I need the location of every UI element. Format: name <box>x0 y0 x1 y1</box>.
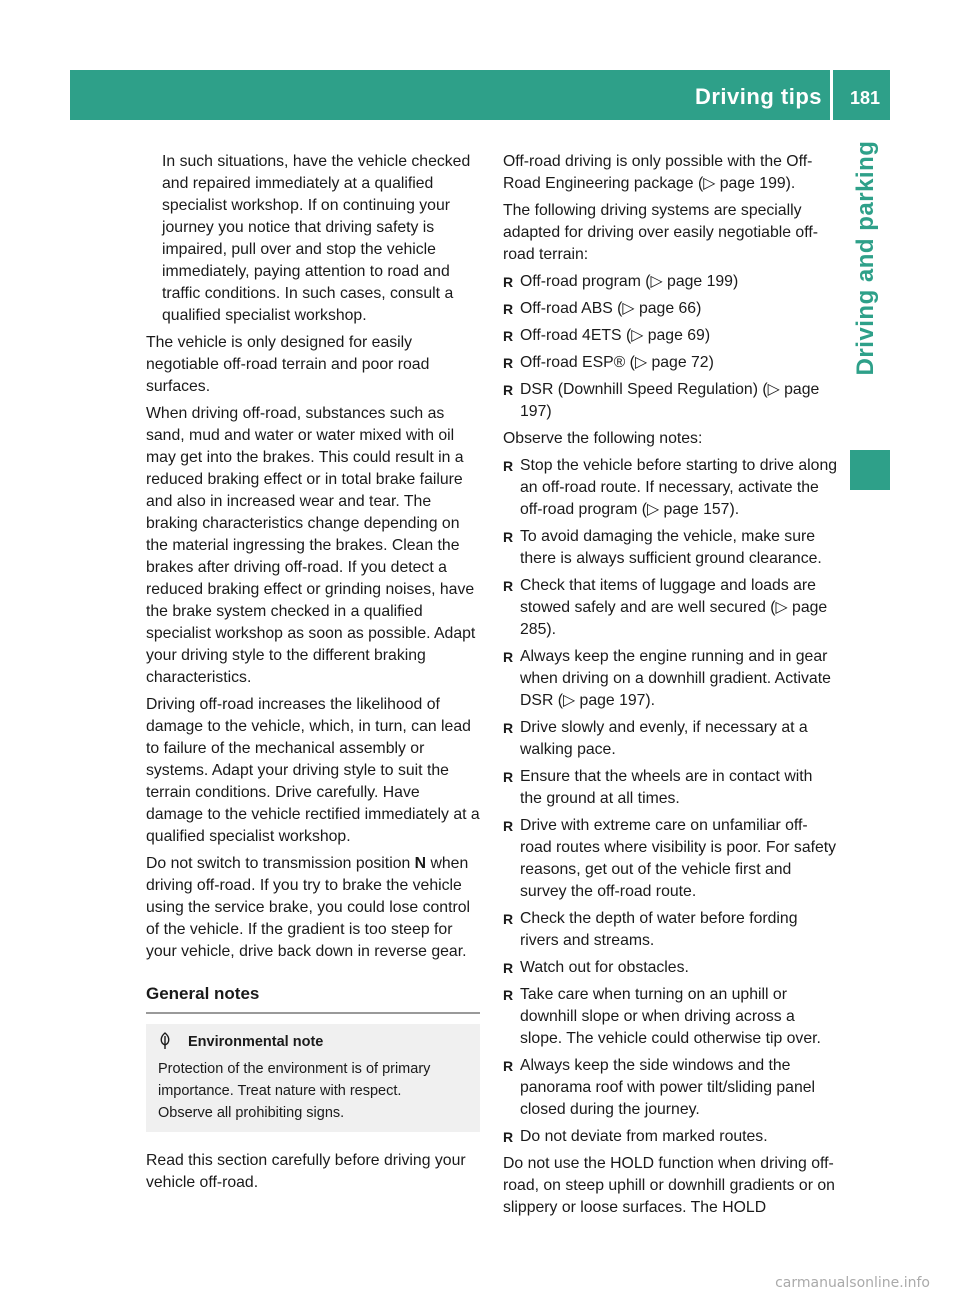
environmental-note-title: Environmental note <box>188 1034 324 1050</box>
list-item-text: Take care when turning on an uphill or downhill slope or when driving across a slope. The vehicle could otherwise tip over. <box>520 986 821 1047</box>
notes-list <box>503 455 837 1148</box>
transmission-text-before: Do not switch to transmission position <box>146 855 415 872</box>
environmental-note-header <box>158 1030 470 1054</box>
list-item <box>503 908 837 952</box>
notes-heading: Observe the following notes: <box>503 430 703 447</box>
bullet-icon: R <box>503 328 514 344</box>
bullet-icon: R <box>503 458 514 474</box>
list-item-text: Stop the vehicle before starting to drive along an off-road route. If necessary, activate the off-road program (▷ page 157). <box>520 457 838 518</box>
left-column <box>146 151 480 1199</box>
list-item <box>503 526 837 570</box>
list-item-text: Do not deviate from marked routes. <box>520 1128 768 1145</box>
driving-systems-list <box>503 271 837 423</box>
header-divider <box>830 70 833 120</box>
bullet-icon: R <box>503 911 514 927</box>
list-item <box>503 646 837 712</box>
chapter-title: Driving tips <box>694 84 822 109</box>
section-tab-label: Driving and parking <box>852 140 879 376</box>
bullet-icon: R <box>503 960 514 976</box>
section-tab-marker <box>850 450 890 490</box>
hold-paragraph: Do not use the HOLD function when driving off-road, on steep uphill or downhill gradients or on slippery or loose surfaces. The HOLD <box>503 1155 835 1216</box>
right-column <box>503 151 837 1224</box>
leaf-bulb-icon <box>158 1032 172 1050</box>
list-item <box>503 1126 837 1148</box>
list-item-text: Always keep the engine running and in gear when driving on a downhill gradient. Activate DSR (▷ page 197). <box>520 648 831 709</box>
list-item <box>503 298 837 320</box>
workshop-paragraph: In such situations, have the vehicle checked and repaired immediately at a qualified specialist workshop. If on continuing your journey you notice that driving safety is impaired, pull over and stop the vehicle immediately, paying attention to road and traffic conditions. In such cases, consult a qualified specialist workshop. <box>162 153 471 324</box>
list-item <box>503 766 837 810</box>
transmission-text-after: when driving off-road. If you try to brake the vehicle using the service brake, you could lose control of the vehicle. If the gradient is too steep for your vehicle, drive back down in reverse gear. <box>146 855 471 960</box>
list-item-text: Ensure that the wheels are in contact with the ground at all times. <box>520 768 813 807</box>
bullet-icon: R <box>503 720 514 736</box>
list-item <box>503 575 837 641</box>
list-item-text: Drive slowly and evenly, if necessary at a walking pace. <box>520 719 808 758</box>
list-item <box>503 984 837 1050</box>
environmental-note-line: Observe all prohibiting signs. <box>158 1105 345 1121</box>
section-heading: General notes <box>146 983 480 1014</box>
list-item-text: Check that items of luggage and loads are stowed safely and are well secured (▷ page 285). <box>520 577 828 638</box>
page-number: 181 <box>849 88 881 108</box>
damage-paragraph: Driving off-road increases the likelihood of damage to the vehicle, which, in turn, can lead to failure of the mechanical assembly or systems. Adapt your driving style to suit the terrain conditions. Drive carefully. Have damage to the vehicle rectified immediately at a qualified specialist workshop. <box>146 696 480 845</box>
list-item-text: To avoid damaging the vehicle, make sure there is always sufficient ground clearance. <box>520 528 822 567</box>
list-item-text: Off-road ESP® (▷ page 72) <box>520 354 714 371</box>
list-item-text: Watch out for obstacles. <box>520 959 689 976</box>
package-paragraph: Off-road driving is only possible with the Off-Road Engineering package (▷ page 199). <box>503 153 813 192</box>
list-item-text: Off-road program (▷ page 199) <box>520 273 739 290</box>
list-item-text: DSR (Downhill Speed Regulation) (▷ page 197) <box>520 381 820 420</box>
list-item <box>503 379 837 423</box>
list-item-text: Check the depth of water before fording rivers and streams. <box>520 910 798 949</box>
bullet-icon: R <box>503 355 514 371</box>
bullet-icon: R <box>503 301 514 317</box>
systems-intro: The following driving systems are specially adapted for driving over easily negotiable off-road terrain: <box>503 202 818 263</box>
list-item <box>503 957 837 979</box>
bullet-icon: R <box>503 529 514 545</box>
environmental-note-line: Protection of the environment is of primary importance. Treat nature with respect. <box>158 1061 431 1099</box>
bullet-icon: R <box>503 1058 514 1074</box>
bullet-icon: R <box>503 649 514 665</box>
bullet-icon: R <box>503 382 514 398</box>
list-item <box>503 815 837 903</box>
transmission-position: N <box>414 855 427 872</box>
bullet-icon: R <box>503 1129 514 1145</box>
list-item <box>503 352 837 374</box>
bullet-icon: R <box>503 274 514 290</box>
bullet-icon: R <box>503 769 514 785</box>
list-item-text: Always keep the side windows and the panorama roof with power tilt/sliding panel closed during the journey. <box>520 1057 816 1118</box>
list-item <box>503 325 837 347</box>
list-item <box>503 1055 837 1121</box>
environmental-note <box>146 1024 480 1132</box>
bullet-icon: R <box>503 987 514 1003</box>
bullet-icon: R <box>503 818 514 834</box>
list-item-text: Drive with extreme care on unfamiliar off-road routes where visibility is poor. For safety reasons, get out of the vehicle first and survey the off-road route. <box>520 817 837 900</box>
list-item <box>503 717 837 761</box>
closing-paragraph: Read this section carefully before driving your vehicle off-road. <box>146 1152 466 1191</box>
bullet-icon: R <box>503 578 514 594</box>
list-item-text: Off-road 4ETS (▷ page 69) <box>520 327 711 344</box>
terrain-paragraph: The vehicle is only designed for easily negotiable off-road terrain and poor road surfaces. <box>146 334 430 395</box>
brakes-paragraph: When driving off-road, substances such as sand, mud and water or water mixed with oil may get into the brakes. This could result in a reduced braking effect or in total brake failure and also in increased wear and tear. The braking characteristics change depending on the material ingressing the brakes. Clean the brakes after driving off-road. If you detect a reduced braking effect or grinding noises, have the brake system checked in a qualified specialist workshop as soon as possible. Adapt your driving style to the different braking characteristics. <box>146 405 476 686</box>
list-item <box>503 271 837 293</box>
list-item <box>503 455 837 521</box>
watermark: carmanualsonline.info <box>775 1275 930 1291</box>
transmission-paragraph <box>146 853 480 963</box>
list-item-text: Off-road ABS (▷ page 66) <box>520 300 702 317</box>
